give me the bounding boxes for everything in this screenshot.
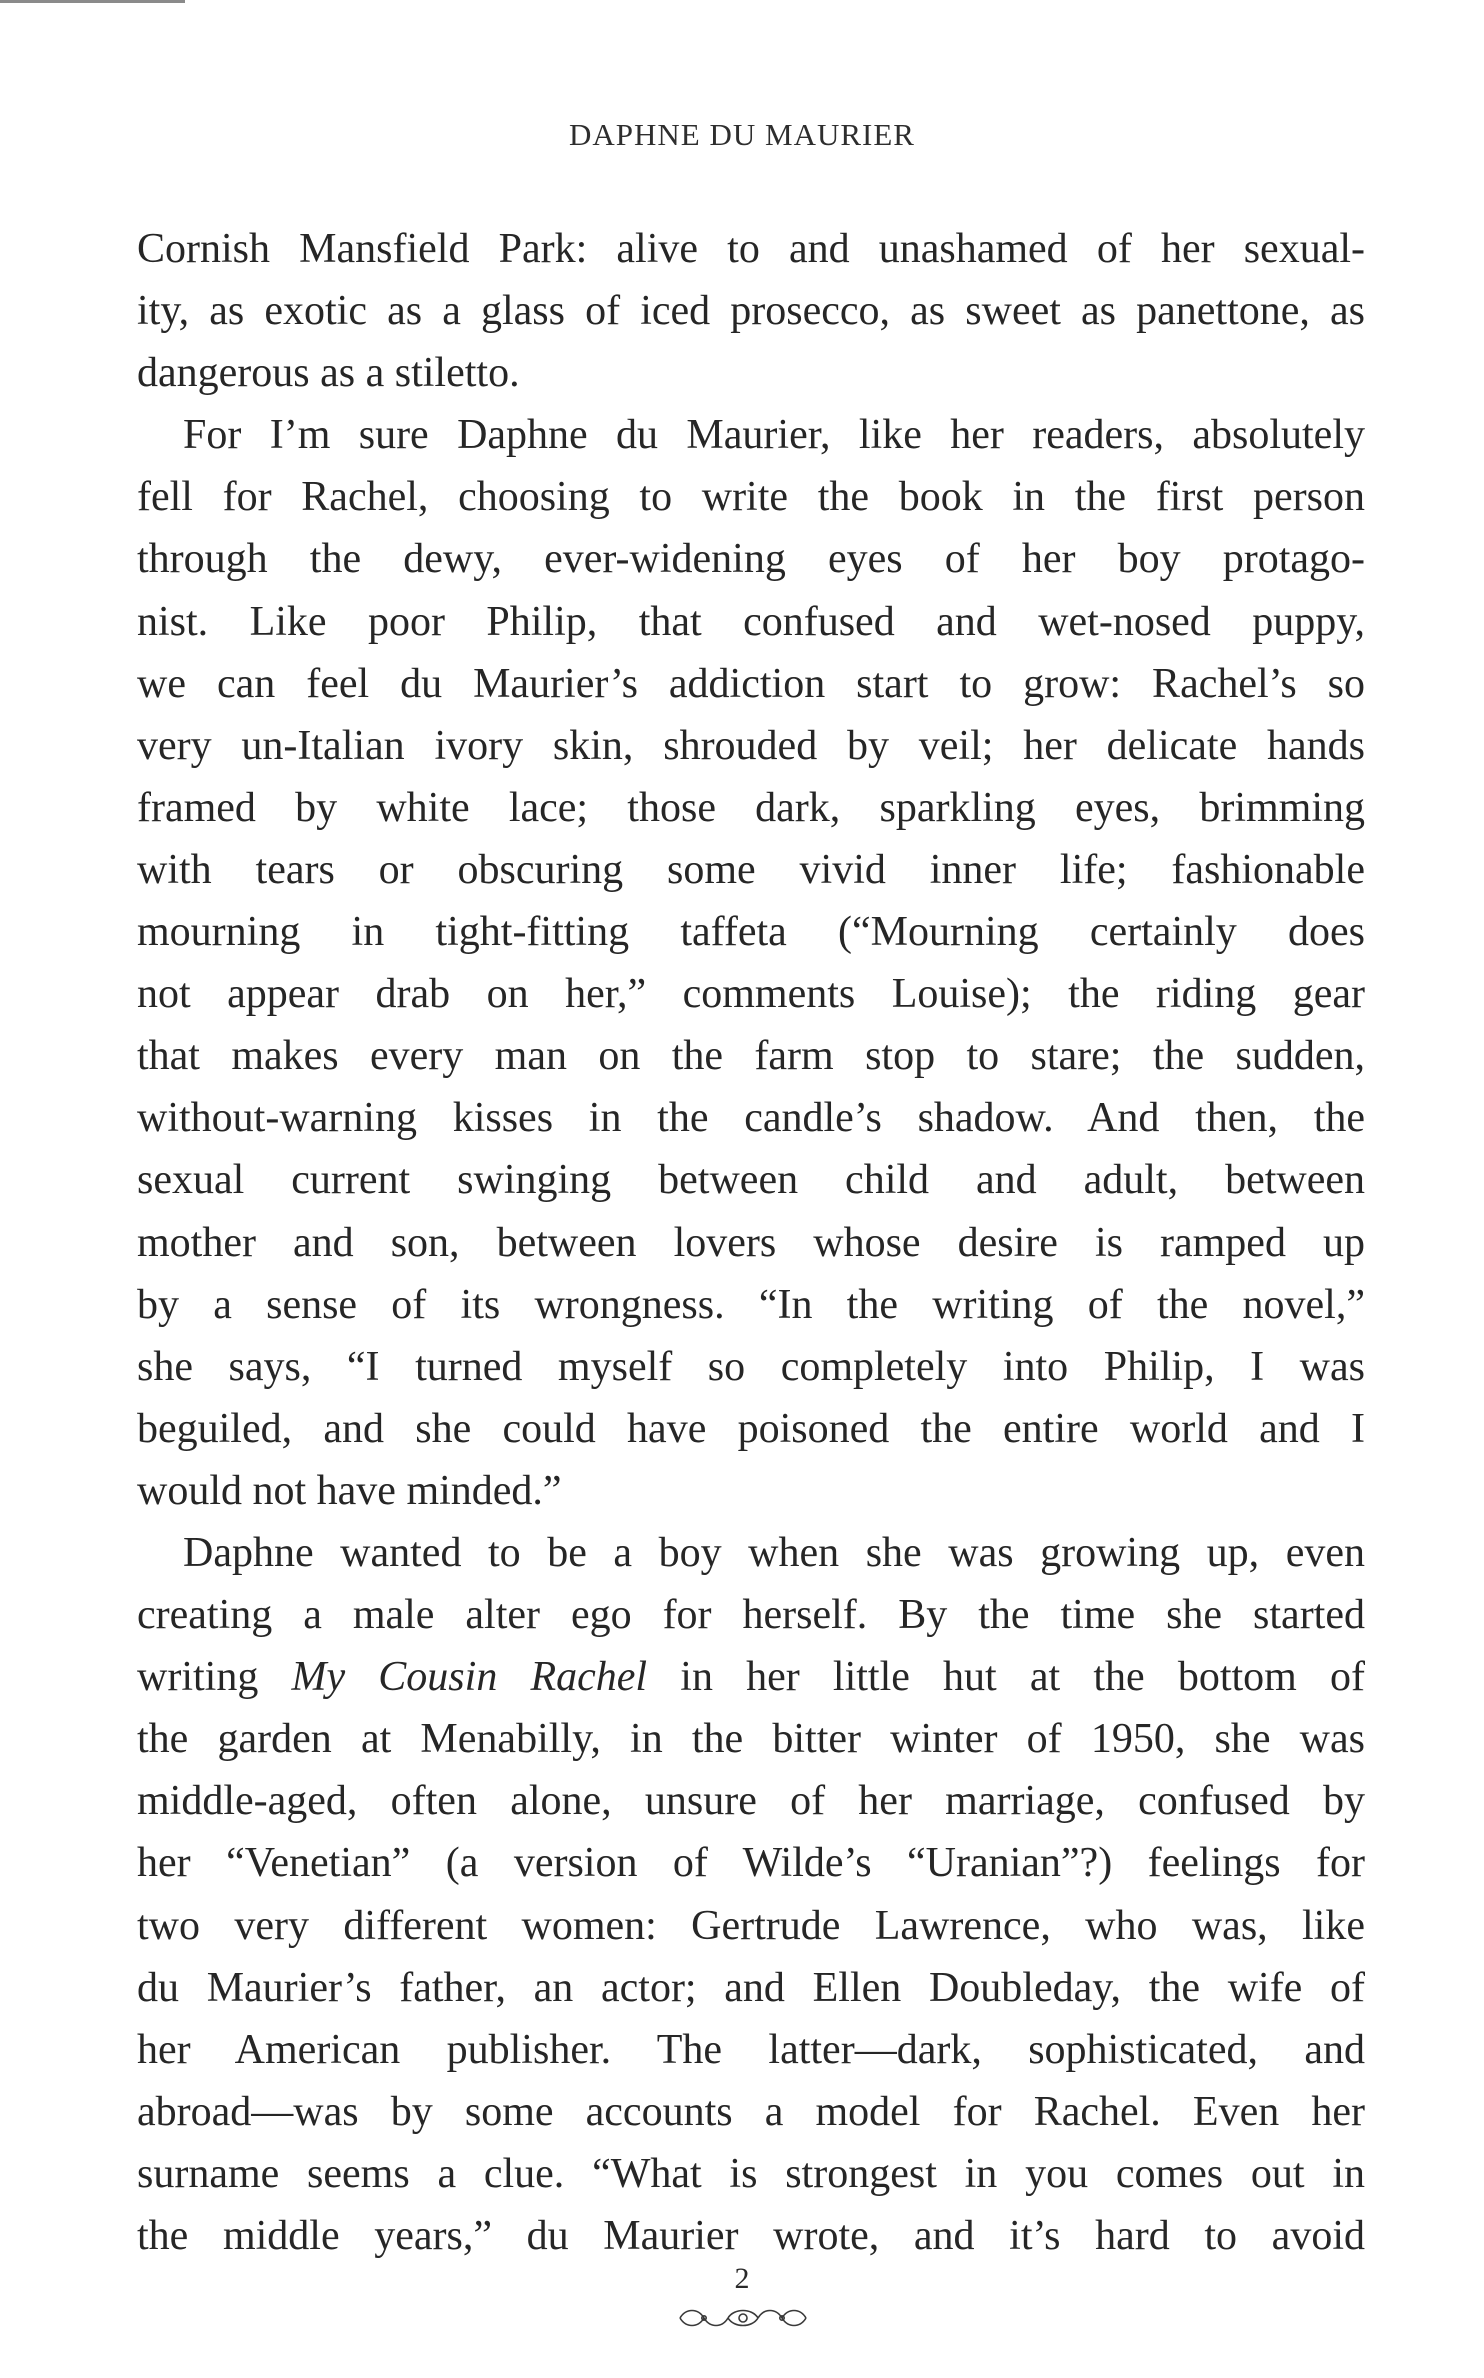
text-line: For I’m sure Daphne du Maurier, like her readers, absolutely bbox=[183, 412, 1365, 459]
scroll-ornament-icon bbox=[676, 2303, 810, 2333]
body-text bbox=[137, 218, 1365, 2267]
text-line: with tears or obscuring some vivid inner life; fashionable bbox=[137, 846, 1365, 893]
text-line: sexual current swinging between child and adult, between bbox=[137, 1157, 1365, 1204]
text-line: by a sense of its wrongness. “In the writing of the novel,” bbox=[137, 1281, 1365, 1328]
text-line: fell for Rachel, choosing to write the book in the first person bbox=[137, 474, 1365, 521]
text-line: would not have minded.” bbox=[137, 1467, 562, 1514]
text-line: mourning in tight-fitting taffeta (“Mourning certainly does bbox=[137, 909, 1365, 956]
text-line: Cornish Mansfield Park: alive to and unashamed of her sexual- bbox=[137, 226, 1365, 272]
title-line-suffix: in her little hut at the bottom of bbox=[647, 1654, 1365, 1701]
page-number: 2 bbox=[734, 2262, 750, 2295]
paragraph-3 bbox=[137, 1522, 1365, 2267]
text-line: the garden at Menabilly, in the bitter winter of 1950, she was bbox=[137, 1716, 1365, 1763]
text-line: abroad—was by some accounts a model for Rachel. Even her bbox=[137, 2088, 1365, 2135]
text-line: du Maurier’s father, an actor; and Ellen Doubleday, the wife of bbox=[137, 1964, 1365, 2011]
title-line-prefix: writing bbox=[137, 1654, 292, 1701]
text-line: that makes every man on the farm stop to stare; the sudden, bbox=[137, 1033, 1365, 1080]
text-line: without-warning kisses in the candle’s shadow. And then, the bbox=[137, 1095, 1365, 1142]
text-line: her American publisher. The latter—dark, sophisticated, and bbox=[137, 2026, 1365, 2073]
paragraph-2 bbox=[137, 404, 1365, 1522]
text-line: mother and son, between lovers whose desire is ramped up bbox=[137, 1219, 1365, 1266]
top-rule bbox=[0, 0, 185, 3]
text-line: the middle years,” du Maurier wrote, and it’s hard to avoid bbox=[137, 2213, 1365, 2259]
text-line: not appear drab on her,” comments Louise); the riding gear bbox=[137, 971, 1365, 1018]
text-line: very un-Italian ivory skin, shrouded by veil; her delicate hands bbox=[137, 722, 1365, 769]
text-line: two very different women: Gertrude Lawrence, who was, like bbox=[137, 1902, 1365, 1949]
running-head: DAPHNE DU MAURIER bbox=[569, 117, 915, 152]
text-line: ity, as exotic as a glass of iced prosecco, as sweet as panettone, as bbox=[137, 288, 1365, 335]
text-line: creating a male alter ego for herself. By the time she started bbox=[137, 1592, 1365, 1639]
text-line: her “Venetian” (a version of Wilde’s “Uranian”?) feelings for bbox=[137, 1840, 1365, 1887]
book-title: My Cousin Rachel bbox=[291, 1654, 648, 1701]
text-line: middle-aged, often alone, unsure of her marriage, confused by bbox=[137, 1778, 1365, 1825]
text-line: through the dewy, ever-widening eyes of her boy protago- bbox=[137, 536, 1365, 583]
text-line: Daphne wanted to be a boy when she was growing up, even bbox=[183, 1529, 1365, 1576]
text-line: beguiled, and she could have poisoned the entire world and I bbox=[137, 1405, 1365, 1452]
text-line: framed by white lace; those dark, sparkling eyes, brimming bbox=[137, 784, 1365, 831]
text-line-with-title bbox=[137, 1646, 1365, 1708]
text-line: she says, “I turned myself so completely into Philip, I was bbox=[137, 1343, 1365, 1390]
paragraph-1 bbox=[137, 218, 1365, 404]
text-line: we can feel du Maurier’s addiction start to grow: Rachel’s so bbox=[137, 660, 1365, 707]
text-line: dangerous as a stiletto. bbox=[137, 350, 520, 397]
text-line: nist. Like poor Philip, that confused and wet-nosed puppy, bbox=[137, 598, 1365, 645]
text-line: surname seems a clue. “What is strongest in you comes out in bbox=[137, 2150, 1365, 2197]
